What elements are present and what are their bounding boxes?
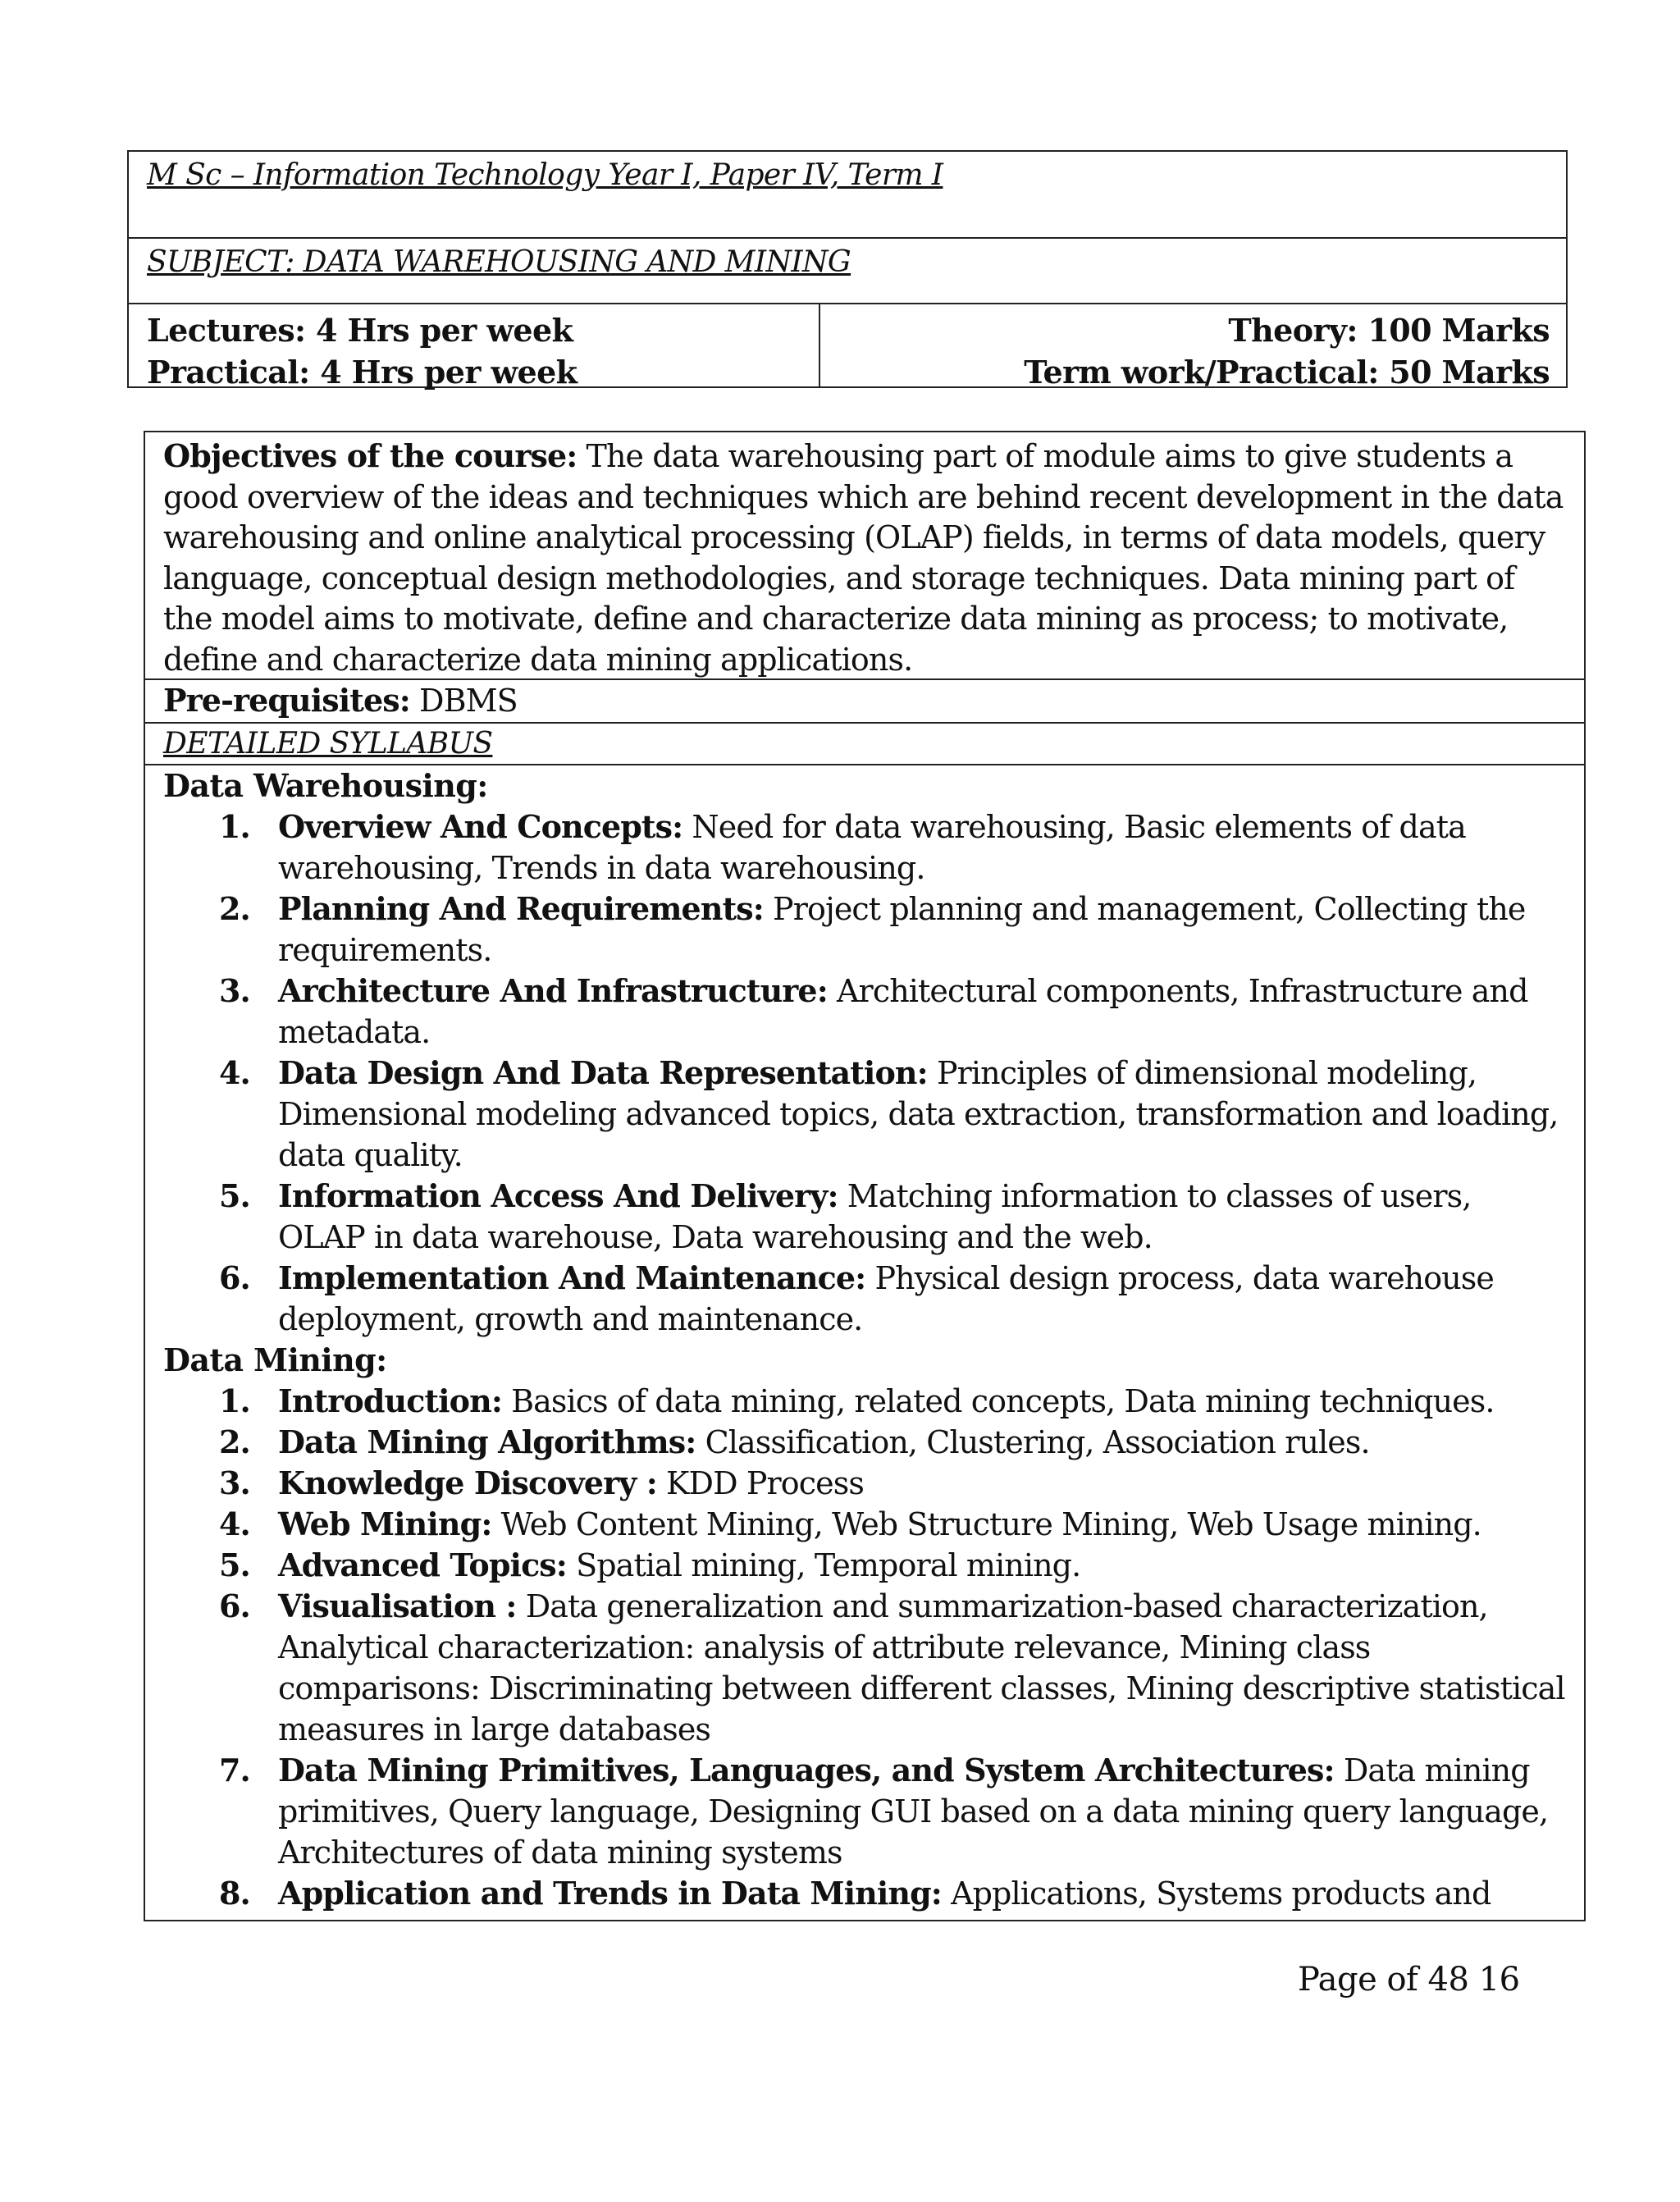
subject-row [129,239,1566,304]
syllabus-table [144,431,1586,1921]
item-title: Web Mining: [278,1505,492,1542]
objectives-section [145,432,1584,680]
page-number: 16 [1478,1961,1520,1999]
item-number: 2. [219,1423,250,1460]
item-title: Architecture And Infrastructure: [278,972,828,1009]
item-text: Principles of dimensional modeling, Dimensional modeling advanced topics, data extraction, transformation and loading, data quality. [278,1055,1559,1173]
item-text: Data generalization and summarization-based characterization, Analytical characterization: analysis of attribute relevance, Mining class comparisons: Discriminating between different classes, Mining descriptive statistical measures in large databases [278,1588,1565,1747]
item-title: Data Mining Algorithms: [278,1423,696,1460]
course-title-row [129,152,1566,239]
item-text: Project planning and management, Collecting the requirements. [278,891,1526,968]
item-title: Knowledge Discovery : [278,1464,657,1501]
course-header-table [127,150,1568,391]
hours-cell [129,304,820,391]
item-title: Introduction: [278,1382,502,1419]
item-text: Matching information to classes of users, OLAP in data warehouse, Data warehousing and the web. [278,1178,1472,1255]
item-title: Information Access And Delivery: [278,1177,838,1214]
marks-cell [820,304,1566,391]
item-number: 6. [219,1588,250,1624]
item-number: 8. [219,1875,250,1912]
course-title: M Sc – Information Technology Year I, Paper IV, Term I [147,158,943,192]
item-title: Implementation And Maintenance: [278,1259,866,1296]
list-item [163,806,1566,889]
list-item [163,1053,1566,1176]
item-title: Data Mining Primitives, Languages, and System Architectures: [278,1752,1335,1789]
item-text: Need for data warehousing, Basic elements of data warehousing, Trends in data warehousing. [278,809,1466,886]
item-text: Physical design process, data warehouse deployment, growth and maintenance. [278,1260,1494,1337]
item-text: Spatial mining, Temporal mining. [576,1547,1081,1583]
item-title: Advanced Topics: [278,1546,567,1583]
prerequisites-line [163,680,1566,722]
item-text: Basics of data mining, related concepts, Data mining techniques. [511,1383,1495,1419]
prerequisites-text: DBMS [419,683,518,719]
item-text: Applications, Systems products and [951,1875,1491,1912]
list-item [163,1381,1566,1422]
list-item [163,1422,1566,1463]
item-number: 5. [219,1177,250,1214]
item-number: 4. [219,1505,250,1542]
item-title: Data Design And Data Representation: [278,1054,928,1091]
subject-title: SUBJECT: DATA WAREHOUSING AND MINING [147,245,851,279]
item-text: Data mining primitives, Query language, Designing GUI based on a data mining query language, Architectures of data mining systems [278,1752,1549,1871]
page-footer [1298,1961,1520,1999]
list-item [163,1176,1566,1258]
page-label: Page of 48 [1298,1961,1469,1999]
item-text: Web Content Mining, Web Structure Mining, Web Usage mining. [500,1506,1481,1542]
hours-marks-row [129,304,1566,391]
list-item [163,1545,1566,1586]
list-item [163,1463,1566,1504]
item-number: 1. [219,1382,250,1419]
mining-topic-list [163,1381,1566,1914]
item-title: Planning And Requirements: [278,890,764,927]
item-number: 3. [219,1464,250,1501]
item-number: 7. [219,1752,250,1789]
syllabus-content [145,765,1584,1920]
item-number: 3. [219,972,250,1009]
item-text: Architectural components, Infrastructure and metadata. [278,973,1528,1050]
list-item [163,1750,1566,1873]
warehousing-topic-list [163,806,1566,1340]
objectives-paragraph [163,436,1566,681]
list-item [163,1586,1566,1750]
item-title: Overview And Concepts: [278,808,683,845]
mining-heading: Data Mining: [163,1341,387,1378]
term-work-marks: Term work/Practical: 50 Marks [1024,354,1550,391]
item-number: 1. [219,808,250,845]
item-number: 6. [219,1259,250,1296]
item-text: KDD Process [666,1465,864,1501]
list-item [163,971,1566,1053]
objectives-label: Objectives of the course: [163,437,578,474]
item-number: 5. [219,1546,250,1583]
prerequisites-section [145,680,1584,724]
detailed-syllabus-label: DETAILED SYLLABUS [163,727,493,761]
lectures-hours: Lectures: 4 Hrs per week [147,312,573,349]
prerequisites-label: Pre-requisites: [163,682,410,719]
item-title: Application and Trends in Data Mining: [278,1875,942,1912]
list-item [163,889,1566,971]
item-number: 2. [219,890,250,927]
warehousing-heading: Data Warehousing: [163,767,488,804]
item-number: 4. [219,1054,250,1091]
detailed-syllabus-section [145,724,1584,765]
list-item [163,1504,1566,1545]
list-item [163,1258,1566,1340]
item-text: Classification, Clustering, Association rules. [705,1424,1370,1460]
item-title: Visualisation : [278,1588,517,1624]
practical-hours: Practical: 4 Hrs per week [147,354,578,391]
list-item [163,1873,1566,1914]
theory-marks: Theory: 100 Marks [1228,312,1550,349]
objectives-text: The data warehousing part of module aims to give students a good overview of the ideas and techniques which are behind recent development in the data warehousing and online analytical processing (OLAP) fields, in terms of data models, query language, conceptual design methodologies, and storage techniques. Data mining part of the model aims to motivate, define and characterize data mining as process; to motivate, define and characterize data mining applications. [163,438,1564,678]
